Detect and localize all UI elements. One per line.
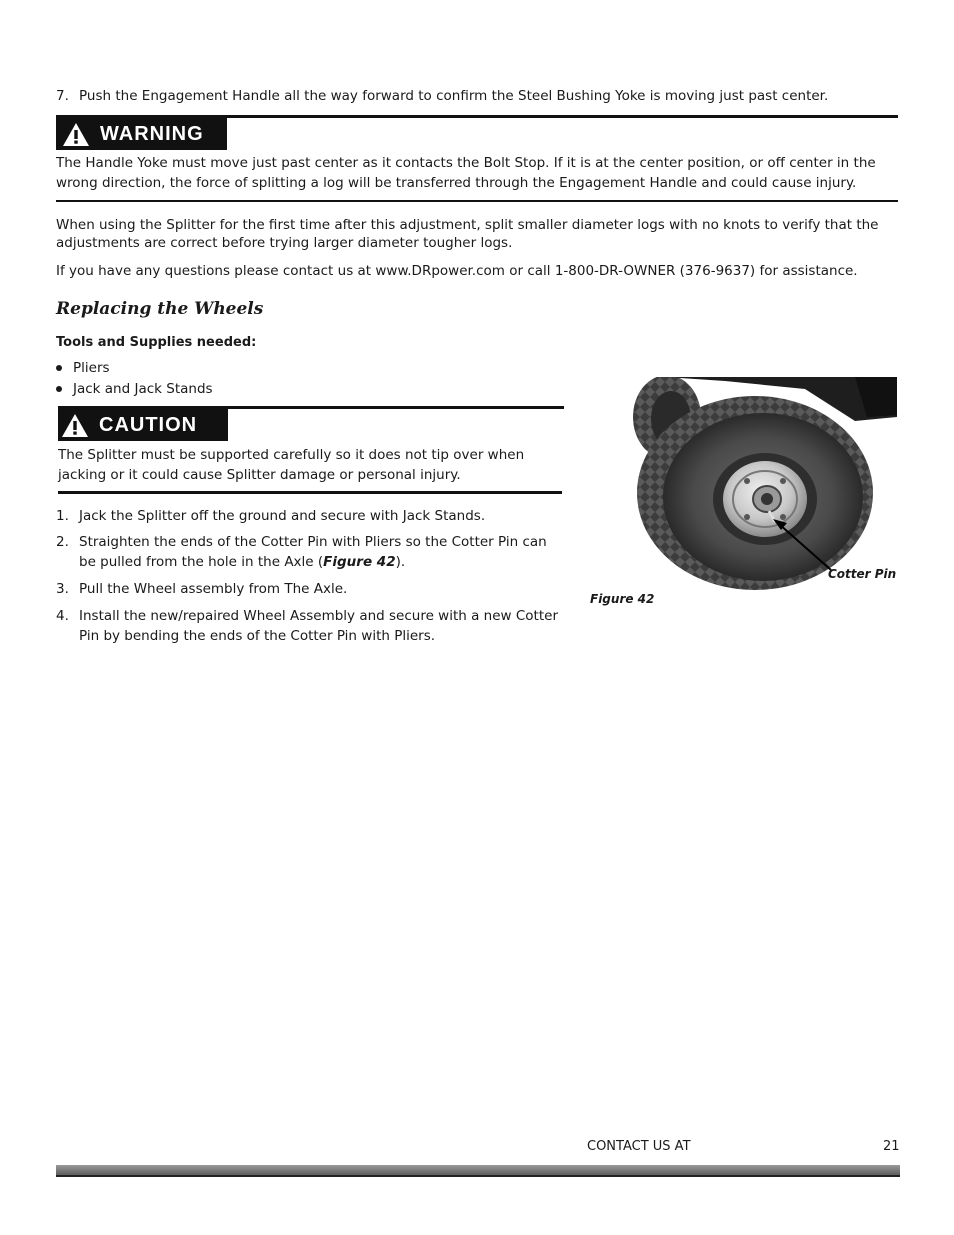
footer-contact: CONTACT US AT bbox=[587, 1139, 691, 1154]
step-number: 7. bbox=[56, 88, 69, 104]
paragraph-contact: If you have any questions please contact us at www.DRpower.com or call 1-800-DR-OWNER (376-9637) for assistance. bbox=[56, 263, 858, 279]
tool-item-text: Jack and Jack Stands bbox=[73, 381, 213, 397]
figure-reference: Figure 42 bbox=[323, 554, 396, 570]
wheel-photo bbox=[605, 377, 897, 591]
tools-heading: Tools and Supplies needed: bbox=[56, 335, 257, 350]
bullet-icon bbox=[56, 386, 62, 392]
caution-label-text: CAUTION bbox=[99, 413, 198, 436]
step-number: 3. bbox=[56, 581, 69, 597]
caution-label bbox=[58, 409, 228, 441]
figure-callout-label: Cotter Pin bbox=[828, 567, 897, 581]
step-4 bbox=[56, 606, 564, 646]
tool-item-text: Pliers bbox=[73, 360, 110, 376]
paragraph-first-use: When using the Splitter for the first time after this adjustment, split smaller diameter logs with no knots to verify that the adjustments are correct before trying larger diameter tougher logs. bbox=[56, 217, 879, 251]
step-number: 1. bbox=[56, 508, 69, 524]
section-title: Replacing the Wheels bbox=[56, 299, 264, 319]
figure-caption: Figure 42 bbox=[590, 592, 655, 606]
warning-label-text: WARNING bbox=[100, 122, 204, 145]
footer-bar bbox=[56, 1165, 900, 1177]
warning-text: The Handle Yoke must move just past center as it contacts the Bolt Stop. If it is at the center position, or off center in the wrong direction, the force of splitting a log will be transferred through the Engagement Handle and could cause injury. bbox=[56, 155, 876, 191]
step-text: Jack the Splitter off the ground and secure with Jack Stands. bbox=[79, 508, 486, 524]
caution-bottom-rule bbox=[58, 491, 562, 494]
step-text: Install the new/repaired Wheel Assembly and secure with a new Cotter Pin by bending the ends of the Cotter Pin with Pliers. bbox=[79, 608, 558, 644]
step-number: 4. bbox=[56, 608, 69, 624]
tool-item bbox=[56, 379, 213, 399]
step-text-end: ). bbox=[395, 554, 406, 570]
warning-bottom-rule bbox=[56, 200, 898, 202]
step-3 bbox=[56, 579, 564, 599]
step-text: Straighten the ends of the Cotter Pin with Pliers so the Cotter Pin can be pulled from the hole in the Axle ( bbox=[79, 534, 547, 570]
step-text: Pull the Wheel assembly from The Axle. bbox=[79, 581, 348, 597]
bullet-icon bbox=[56, 365, 62, 371]
page-number: 21 bbox=[883, 1139, 900, 1154]
step-text: Push the Engagement Handle all the way forward to confirm the Steel Bushing Yoke is moving just past center. bbox=[79, 88, 829, 104]
step-1 bbox=[56, 506, 564, 526]
caution-text: The Splitter must be supported carefully so it does not tip over when jacking or it could cause Splitter damage or personal injury. bbox=[58, 447, 525, 483]
tool-item bbox=[56, 358, 110, 378]
step-number: 2. bbox=[56, 534, 69, 550]
step-7 bbox=[56, 86, 898, 106]
warning-label bbox=[56, 118, 227, 150]
warning-triangle-icon bbox=[61, 413, 89, 438]
step-2 bbox=[56, 532, 564, 572]
warning-triangle-icon bbox=[62, 122, 90, 147]
